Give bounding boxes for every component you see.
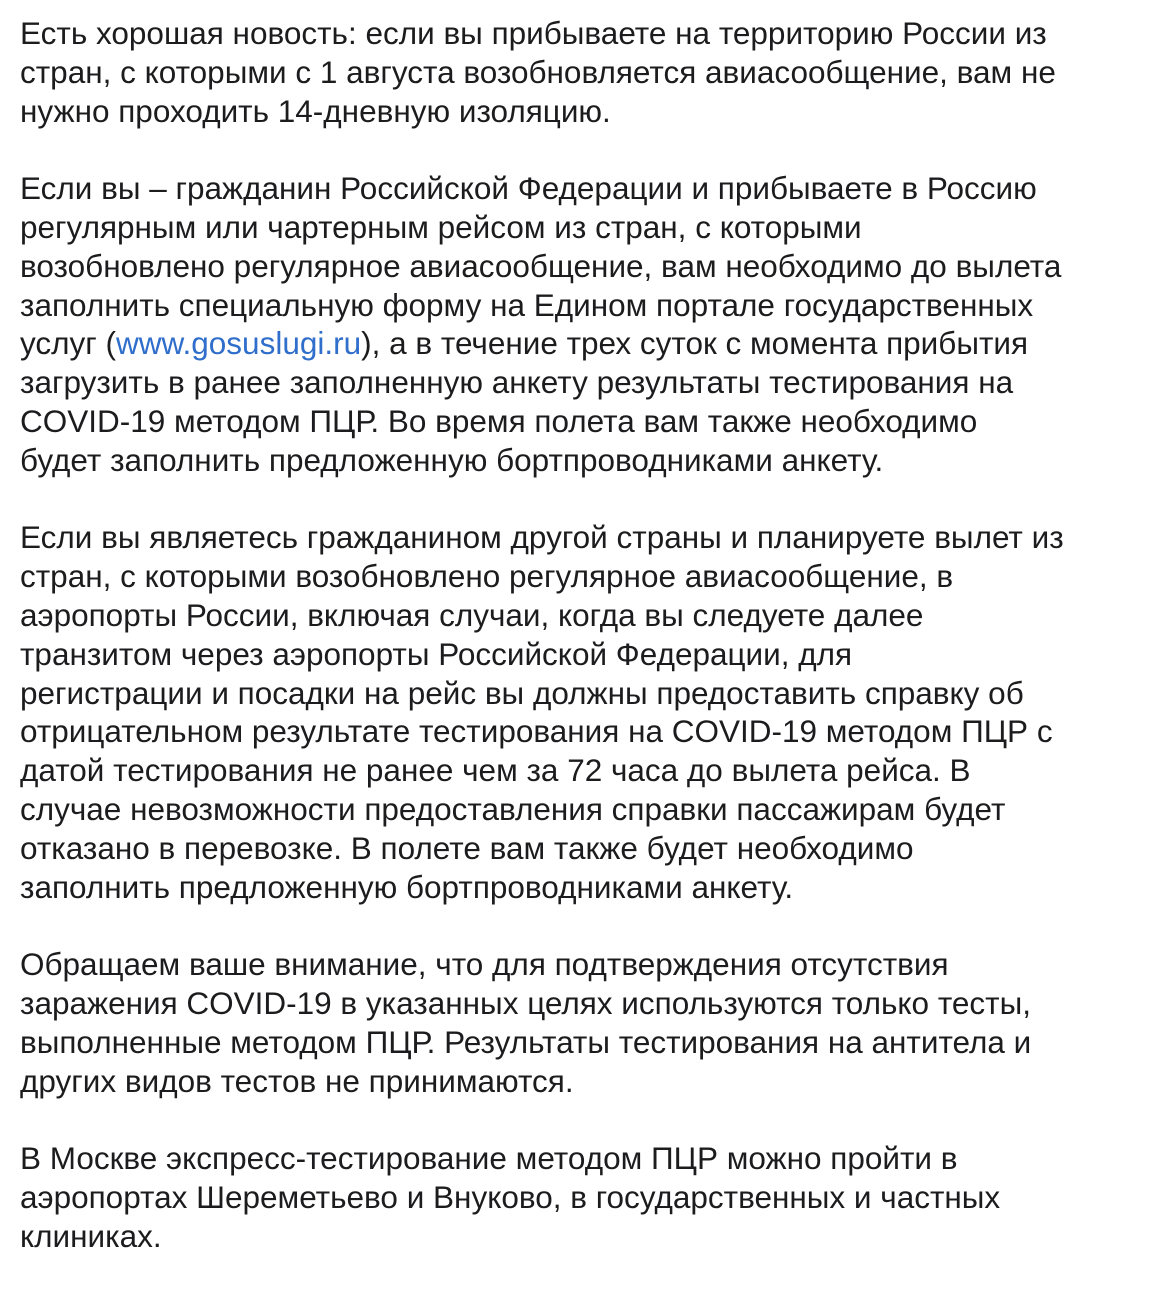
text-line: возобновлено регулярное авиасообщение, вам необходимо до вылета [20, 247, 1062, 284]
text-line: датой тестирования не ранее чем за 72 часа до вылета рейса. В [20, 752, 971, 789]
paragraph-russian-citizens [20, 169, 1160, 479]
text-line: транзитом через аэропорты Российской Федерации, для [20, 635, 853, 672]
text-line: отрицательном результате тестирования на COVID-19 методом ПЦР с [20, 713, 1053, 750]
text-fragment: услуг ( [20, 325, 117, 362]
text-line: загрузить в ранее заполненную анкету результаты тестирования на [20, 364, 1014, 401]
gosuslugi-link[interactable]: www.gosuslugi.ru [116, 325, 362, 362]
text-line-with-link [20, 324, 1160, 363]
text-line: клиниках. [20, 1217, 162, 1254]
text-line: стран, с которыми с 1 августа возобновляется авиасообщение, вам не [20, 53, 1056, 90]
text-fragment: ), а в течение трех суток с момента прибытия [361, 325, 1029, 362]
paragraph-foreign-citizens [20, 518, 1160, 906]
text-line: Если вы являетесь гражданином другой страны и планируете вылет из [20, 519, 1064, 556]
text-line: регистрации и посадки на рейс вы должны предоставить справку об [20, 674, 1024, 711]
text-line: заражения COVID-19 в указанных целях используются только тесты, [20, 984, 1031, 1021]
text-line: COVID-19 методом ПЦР. Во время полета вам также необходимо [20, 402, 978, 439]
message-text [20, 14, 1160, 1294]
text-line: В Москве экспресс-тестирование методом ПЦР можно пройти в [20, 1140, 958, 1177]
text-line: других видов тестов не принимаются. [20, 1062, 574, 1099]
text-line: Если вы – гражданин Российской Федерации и прибываете в Россию [20, 170, 1037, 207]
paragraph-good-news [20, 14, 1160, 130]
paragraph-moscow-testing [20, 1139, 1160, 1255]
text-line: нужно проходить 14-дневную изоляцию. [20, 92, 611, 129]
text-line: заполнить предложенную бортпроводниками анкету. [20, 868, 794, 905]
text-line: регулярным или чартерным рейсом из стран, с которыми [20, 208, 862, 245]
text-line: отказано в перевозке. В полете вам также будет необходимо [20, 829, 914, 866]
text-line: выполненные методом ПЦР. Результаты тестирования на антитела и [20, 1023, 1032, 1060]
text-line: аэропортах Шереметьево и Внуково, в государственных и частных [20, 1178, 1001, 1215]
text-line: Обращаем ваше внимание, что для подтверждения отсутствия [20, 946, 949, 983]
text-line: будет заполнить предложенную бортпроводниками анкету. [20, 441, 884, 478]
text-line: Есть хорошая новость: если вы прибываете на территорию России из [20, 15, 1047, 51]
paragraph-pcr-only [20, 945, 1160, 1100]
text-line: случае невозможности предоставления справки пассажирам будет [20, 790, 1006, 827]
text-line: аэропорты России, включая случаи, когда вы следуете далее [20, 596, 924, 633]
text-line: стран, с которыми возобновлено регулярное авиасообщение, в [20, 558, 954, 595]
text-line: заполнить специальную форму на Едином портале государственных [20, 286, 1034, 323]
